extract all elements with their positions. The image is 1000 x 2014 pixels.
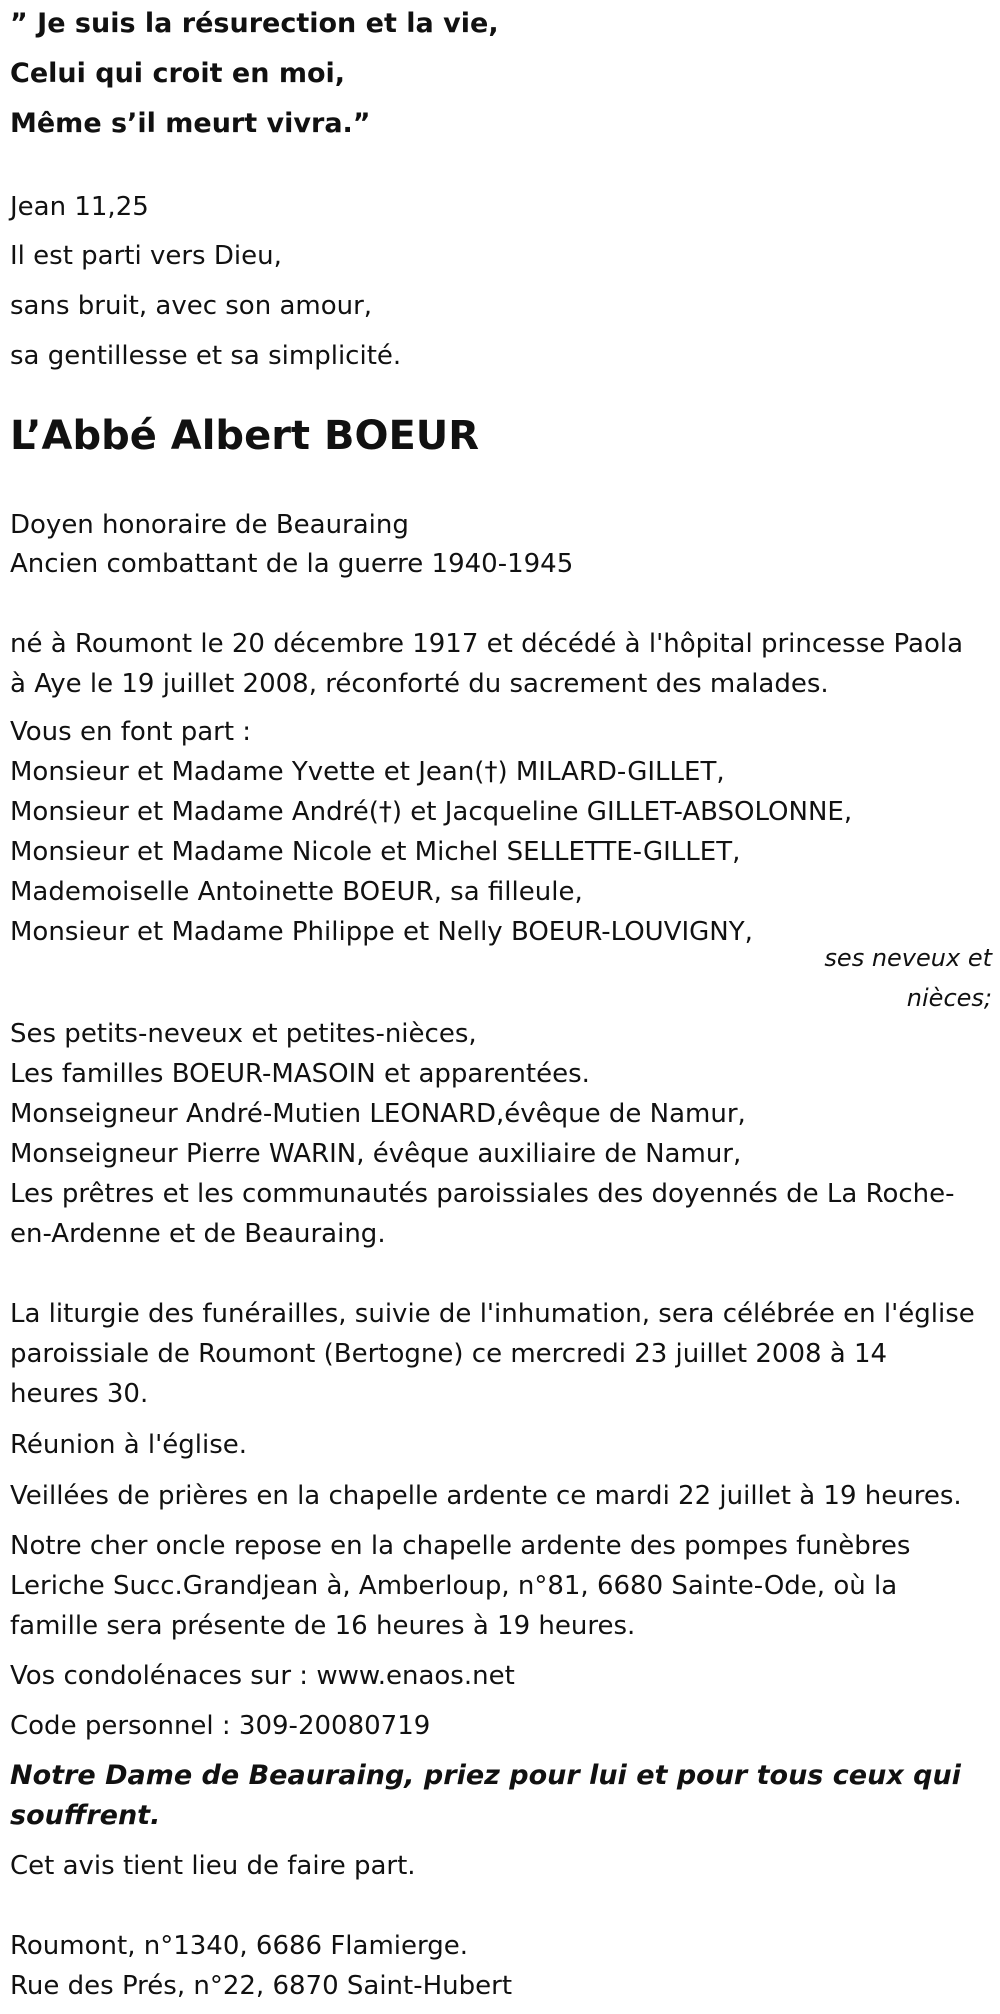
prayer-line-2: souffrent. bbox=[10, 1800, 161, 1831]
other-relatives: en-Ardenne et de Beauraing. bbox=[10, 1219, 386, 1249]
birth-death-line-1: né à Roumont le 20 décembre 1917 et décédé à l'hôpital princesse Paola bbox=[10, 629, 964, 659]
birth-death-line-2: à Aye le 19 juillet 2008, réconforté du sacrement des malades. bbox=[10, 669, 829, 699]
address-line-2: Rue des Prés, n°22, 6870 Saint-Hubert bbox=[10, 1971, 513, 2001]
notice-text: Cet avis tient lieu de faire part. bbox=[10, 1851, 416, 1881]
family-member: Monsieur et Madame Philippe et Nelly BOEUR-LOUVIGNY, bbox=[10, 917, 753, 947]
rest-line: Notre cher oncle repose en la chapelle ardente des pompes funèbres bbox=[10, 1531, 911, 1561]
other-relatives: Les prêtres et les communautés paroissiales des doyennés de La Roche- bbox=[10, 1179, 955, 1209]
other-relatives: Les familles BOEUR-MASOIN et apparentées. bbox=[10, 1059, 590, 1089]
liturgy-line: La liturgie des funérailles, suivie de l'inhumation, sera célébrée en l'église bbox=[10, 1299, 975, 1329]
family-intro: Vous en font part : bbox=[10, 717, 252, 747]
verse-line-1: Il est parti vers Dieu, bbox=[10, 241, 282, 271]
code-info: Code personnel : 309-20080719 bbox=[10, 1711, 431, 1741]
prayer-line-1: Notre Dame de Beauraing, priez pour lui et pour tous ceux qui bbox=[10, 1760, 961, 1791]
verse-reference: Jean 11,25 bbox=[10, 192, 149, 222]
quote-line-3: Même s’il meurt vivra.” bbox=[10, 108, 371, 139]
liturgy-line: paroissiale de Roumont (Bertogne) ce mercredi 23 juillet 2008 à 14 bbox=[10, 1339, 888, 1369]
family-member: Monsieur et Madame Nicole et Michel SELLETTE-GILLET, bbox=[10, 837, 741, 867]
verse-line-3: sa gentillesse et sa simplicité. bbox=[10, 341, 402, 371]
other-relatives: Ses petits-neveux et petites-nièces, bbox=[10, 1019, 477, 1049]
family-member: Monsieur et Madame André(†) et Jacqueline GILLET-ABSOLONNE, bbox=[10, 797, 853, 827]
other-relatives: Monseigneur Pierre WARIN, évêque auxiliaire de Namur, bbox=[10, 1139, 742, 1169]
quote-line-1: ” Je suis la résurection et la vie, bbox=[10, 8, 499, 39]
liturgy-line: heures 30. bbox=[10, 1379, 149, 1409]
address-line-1: Roumont, n°1340, 6686 Flamierge. bbox=[10, 1931, 468, 1961]
rest-line: Leriche Succ.Grandjean à, Amberloup, n°81, 6680 Sainte-Ode, où la bbox=[10, 1571, 898, 1601]
family-member: Monsieur et Madame Yvette et Jean(†) MILARD-GILLET, bbox=[10, 757, 725, 787]
deceased-title-1: Doyen honoraire de Beauraing bbox=[10, 510, 409, 540]
relation-label-2: nièces; bbox=[906, 984, 992, 1012]
quote-line-2: Celui qui croit en moi, bbox=[10, 58, 346, 89]
relation-label-1: ses neveux et bbox=[824, 944, 992, 972]
other-relatives: Monseigneur André-Mutien LEONARD,évêque de Namur, bbox=[10, 1099, 746, 1129]
meeting-info: Réunion à l'église. bbox=[10, 1430, 248, 1460]
rest-line: famille sera présente de 16 heures à 19 heures. bbox=[10, 1611, 636, 1641]
family-member: Mademoiselle Antoinette BOEUR, sa filleule, bbox=[10, 877, 583, 907]
deceased-name: L’Abbé Albert BOEUR bbox=[10, 413, 480, 459]
vigils-info: Veillées de prières en la chapelle ardente ce mardi 22 juillet à 19 heures. bbox=[10, 1481, 962, 1511]
condolences-info: Vos condolénaces sur : www.enaos.net bbox=[10, 1661, 515, 1691]
deceased-title-2: Ancien combattant de la guerre 1940-1945 bbox=[10, 549, 574, 579]
verse-line-2: sans bruit, avec son amour, bbox=[10, 291, 373, 321]
